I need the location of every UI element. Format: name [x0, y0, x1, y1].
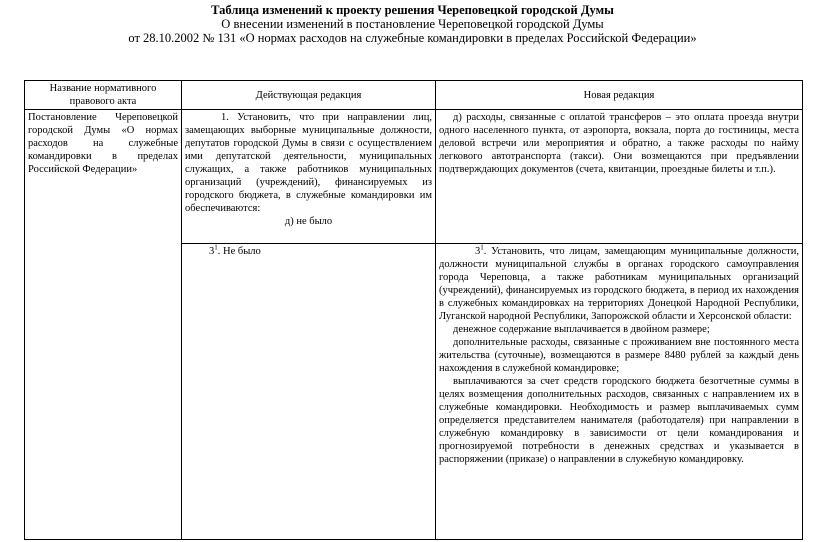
document-subtitle: О внесении изменений в постановление Череповецкой городской Думы: [221, 17, 604, 31]
act-name-cell: [25, 110, 182, 540]
act-name-text: Постановление Череповецкой городской Думы «О нормах расходов на служебные командировки в пределах Российской Федерации»: [28, 112, 178, 175]
current-text-cell: [182, 110, 436, 244]
new-clause-3-1: [439, 245, 799, 323]
column-header-current: Действующая редакция: [182, 81, 436, 110]
current-clause-d: д) не было: [284, 216, 333, 227]
column-header-new: Новая редакция: [436, 81, 803, 110]
clause-superscript: 1: [480, 243, 484, 252]
clause-superscript: 1: [214, 243, 218, 252]
table-header-row: [25, 81, 803, 110]
document-title: Таблица изменений к проекту решения Череповецкой городской Думы: [211, 3, 614, 17]
clause-text: . Установить, что лицам, замещающим муниципальные должности, должности муниципальной службы в органах городского самоуправления города Череповца, а также работникам муниципальных организаций (учреждений), финансируемых из городского бюджета, в период их нахождения в служебных командировках на территориях Донецкой Народной Республики, Луганской народной Республики, Запорожской области и Херсонской области:: [439, 246, 799, 322]
clause-number: 3: [209, 246, 215, 257]
new-clause-per-diem: дополнительные расходы, связанные с проживанием вне постоянного места жительства (суточные), возмещаются в размере 8480 рублей за каждый день нахождения в служебной командировке;: [439, 337, 799, 374]
current-clause-1: 1. Установить, что при направлении лиц, замещающих выборные муниципальные должности, депутатов городской Думы в связи с осуществлением ими депутатской деятельности, муниципальных служащих, а также работников муниципальных организаций (учреждений), финансируемых из городского бюджета, в служебные командировки им обеспечиваются:: [185, 112, 432, 214]
new-clause-d: д) расходы, связанные с оплатой трансферов – это оплата проезда внутри одного населенного пункта, от аэропорта, вокзала, порта до гостиницы, места деловой встречи или мероприятия и обратно, а также расходы по найму легкового автотранспорта (такси). Они возмещаются при предъявлении подтверждающих документов (счета, квитанции, проездные билеты и т.п.).: [439, 112, 799, 175]
new-text-cell-2: [436, 244, 803, 540]
current-clause-3-1: [185, 245, 432, 258]
table-row: [25, 110, 803, 244]
changes-table: [24, 80, 803, 540]
column-header-act-name: Название нормативного правового акта: [25, 81, 182, 110]
new-clause-lump-sum: выплачиваются за счет средств городского бюджета безотчетные суммы в целях возмещения дополнительных расходов, связанных с направлением их в служебные командировки. Необходимость и размер выплачиваемых сумм определяется представителем нанимателя (работодателя) при направлении в служебную командировку в зависимости от цели командирования и прогнозируемой потребности в денежных средствах и указывается в распоряжении (приказе) о направлении в служебную командировку.: [439, 376, 799, 465]
new-clause-salary: денежное содержание выплачивается в двойном размере;: [453, 324, 710, 335]
clause-number: 3: [475, 246, 481, 257]
current-text-cell-2: [182, 244, 436, 540]
new-text-cell: [436, 110, 803, 244]
document-reference: от 28.10.2002 № 131 «О нормах расходов на служебные командировки в пределах Российской Федерации»: [128, 31, 697, 45]
clause-text: . Не было: [217, 246, 261, 257]
